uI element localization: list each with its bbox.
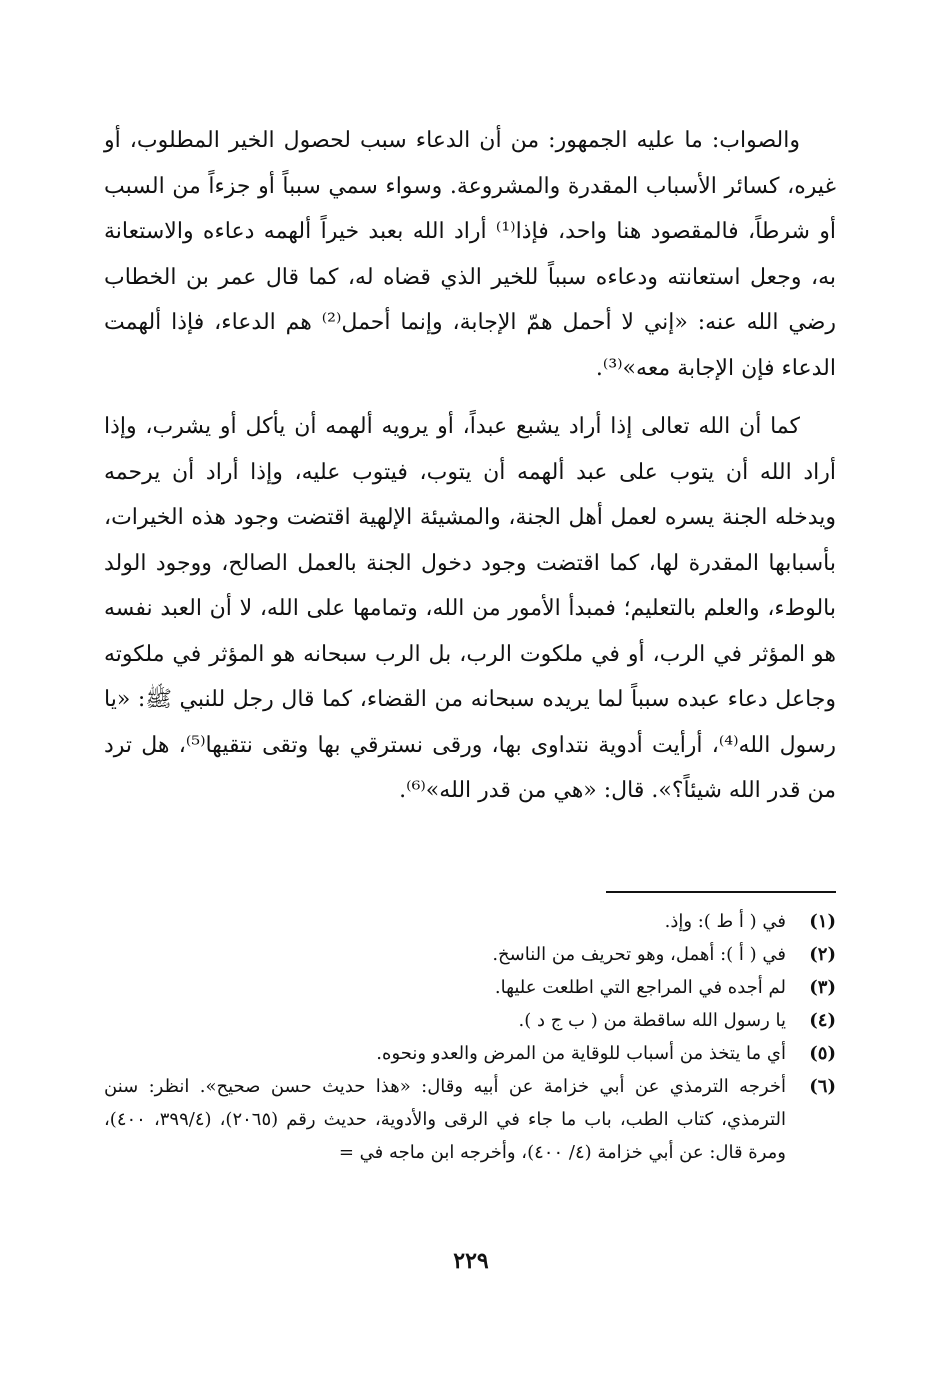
main-text bbox=[104, 118, 836, 814]
paragraph-2: كما أن الله تعالى إذا أراد يشبع عبداً، أو يرويه ألهمه أن يأكل أو يشرب، وإذا أراد الله أن يتوب على عبد ألهمه أن يتوب، فيتوب عليه، وإذا أراد أن يرحمه ويدخله الجنة يسره لعمل أهل الجنة، والمشيئة الإلهية اقتضت وجود هذه الخيرات، بأسبابها المقدرة لها، كما اقتضت وجود دخول الجنة بالعمل الصالح، ووجود الولد بالوطء، والعلم بالتعليم؛ فمبدأ الأمور من الله، وتمامها على الله، لا أن العبد نفسه هو المؤثر في الرب، أو في ملكوت الرب، بل الرب سبحانه هو المؤثر في ملكوته وجاعل دعاء عبده سبباً لما يريده سبحانه من القضاء، كما قال رجل للنبي ﷺ: «يا رسول الله⁽⁴⁾، أرأيت أدوية نتداوى بها، ورقى نسترقي بها وتقى نتقيها⁽⁵⁾، هل ترد من قدر الله شيئاً؟». قال: «هي من قدر الله»⁽⁶⁾. bbox=[104, 414, 836, 803]
footnote-number: (٦) bbox=[809, 1076, 836, 1097]
paragraph-1: والصواب: ما عليه الجمهور: من أن الدعاء سبب لحصول الخير المطلوب، أو غيره، كسائر الأسباب المقدرة والمشروعة. وسواء سمي سبباً أو جزءاً من السبب أو شرطاً، فالمقصود هنا واحد، فإذا⁽¹⁾ أراد الله بعبد خيراً ألهمه دعاءه والاستعانة به، وجعل استعانته ودعاءه سبباً للخير الذي قضاه له، كما قال عمر بن الخطاب رضي الله عنه: «إني لا أحمل همّ الإجابة، وإنما أحمل⁽²⁾ هم الدعاء، فإذا ألهمت الدعاء فإن الإجابة معه»⁽³⁾. bbox=[104, 128, 836, 381]
footnote-text: أي ما يتخذ من أسباب للوقاية من المرض والعدو ونحوه. bbox=[376, 1043, 786, 1064]
footnote-6 bbox=[104, 1070, 836, 1169]
footnote-2 bbox=[104, 938, 836, 971]
footnote-number: (٥) bbox=[809, 1043, 836, 1064]
footnote-number: (١) bbox=[809, 911, 836, 932]
footnote-text: لم أجده في المراجع التي اطلعت عليها. bbox=[494, 977, 786, 998]
footnote-4 bbox=[104, 1004, 836, 1037]
footnote-number: (٣) bbox=[809, 977, 836, 998]
footnote-text: في ( أ ط ): وإذ. bbox=[664, 911, 786, 932]
footnote-text: يا رسول الله ساقطة من ( ب ج د ). bbox=[518, 1010, 786, 1031]
footnote-number: (٤) bbox=[809, 1010, 836, 1031]
footnotes-section bbox=[104, 905, 836, 1169]
page-number: ٢٢٩ bbox=[453, 1248, 489, 1274]
footnote-text: في ( أ ): أهمل، وهو تحريف من الناسخ. bbox=[492, 944, 786, 965]
footnote-number: (٢) bbox=[809, 944, 836, 965]
footnote-divider bbox=[606, 891, 836, 893]
footnote-5 bbox=[104, 1037, 836, 1070]
footnote-1 bbox=[104, 905, 836, 938]
footnote-3 bbox=[104, 971, 836, 1004]
footnote-text: أخرجه الترمذي عن أبي خزامة عن أبيه وقال: «هذا حديث حسن صحيح». انظر: سنن الترمذي، كتاب الطب، باب ما جاء في الرقى والأدوية، حديث رقم (٢٠٦٥)، (٣٩٩/٤، ٤٠٠)، ومرة قال: عن أبي خزامة (٤/ ٤٠٠)، وأخرجه ابن ماجه في = bbox=[104, 1076, 787, 1163]
